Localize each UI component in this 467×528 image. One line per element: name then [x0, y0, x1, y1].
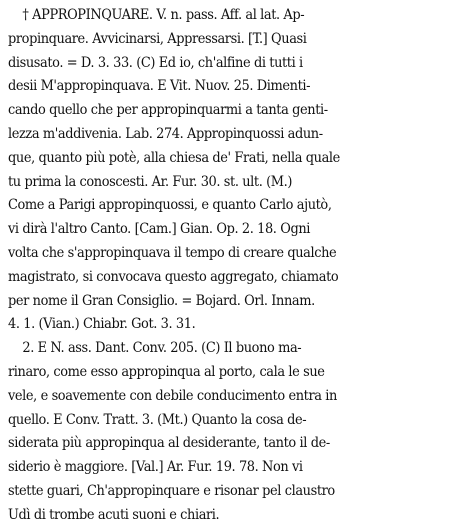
entry-line: quello. E Conv. Tratt. 3. (Mt.) Quanto la cosa de-: [8, 411, 307, 428]
entry-line: propinquare. Avvicinarsi, Appressarsi. [T.] Quasi: [8, 30, 307, 47]
entry-line: per nome il Gran Consiglio. = Bojard. Orl. Innam.: [8, 292, 315, 309]
entry-line: magistrato, si convocava questo aggregato, chiamato: [8, 268, 339, 285]
entry-line: Come a Parigi appropinquossi, e quanto Carlo ajutò,: [8, 197, 332, 214]
entry-line: volta che s'appropinquava il tempo di creare qualche: [8, 244, 337, 261]
entry-line: 2. E N. ass. Dant. Conv. 205. (C) Il buono ma-: [22, 340, 302, 357]
entry-line: disusato. = D. 3. 33. (C) Ed io, ch'alfine di tutti i: [8, 54, 303, 71]
entry-line: siderio è maggiore. [Val.] Ar. Fur. 19. 78. Non vi: [8, 459, 303, 476]
entry-line: stette guari, Ch'appropinquare e risonar pel claustro: [8, 482, 335, 499]
entry-line: que, quanto più potè, alla chiesa de' Frati, nella quale: [8, 149, 340, 166]
entry-line: siderata più appropinqua al desiderante, tanto il de-: [8, 435, 330, 452]
entry-line: Udì di trombe acuti suoni e chiari.: [8, 506, 220, 523]
entry-line: vele, e soavemente con debile conducimento entra in: [8, 387, 337, 404]
entry-line: lezza m'addivenia. Lab. 274. Appropinquossi adun-: [8, 125, 323, 142]
entry-line: vi dirà l'altro Canto. [Cam.] Gian. Op. 2. 18. Ogni: [8, 221, 311, 238]
entry-line: cando quello che per appropinquarmi a tanta genti-: [8, 102, 328, 119]
dictionary-entry: [8, 4, 459, 528]
entry-line: tu prima la conoscesti. Ar. Fur. 30. st. ult. (M.): [8, 173, 293, 190]
entry-line: † APPROPINQUARE. V. n. pass. Aff. al lat. Ap-: [22, 7, 305, 23]
entry-line: 4. 1. (Vian.) Chiabr. Got. 3. 31.: [8, 316, 196, 333]
entry-line: rinaro, come esso appropinqua al porto, cala le sue: [8, 363, 325, 380]
entry-line: desii M'appropinquava. E Vit. Nuov. 25. Dimenti-: [8, 78, 311, 95]
